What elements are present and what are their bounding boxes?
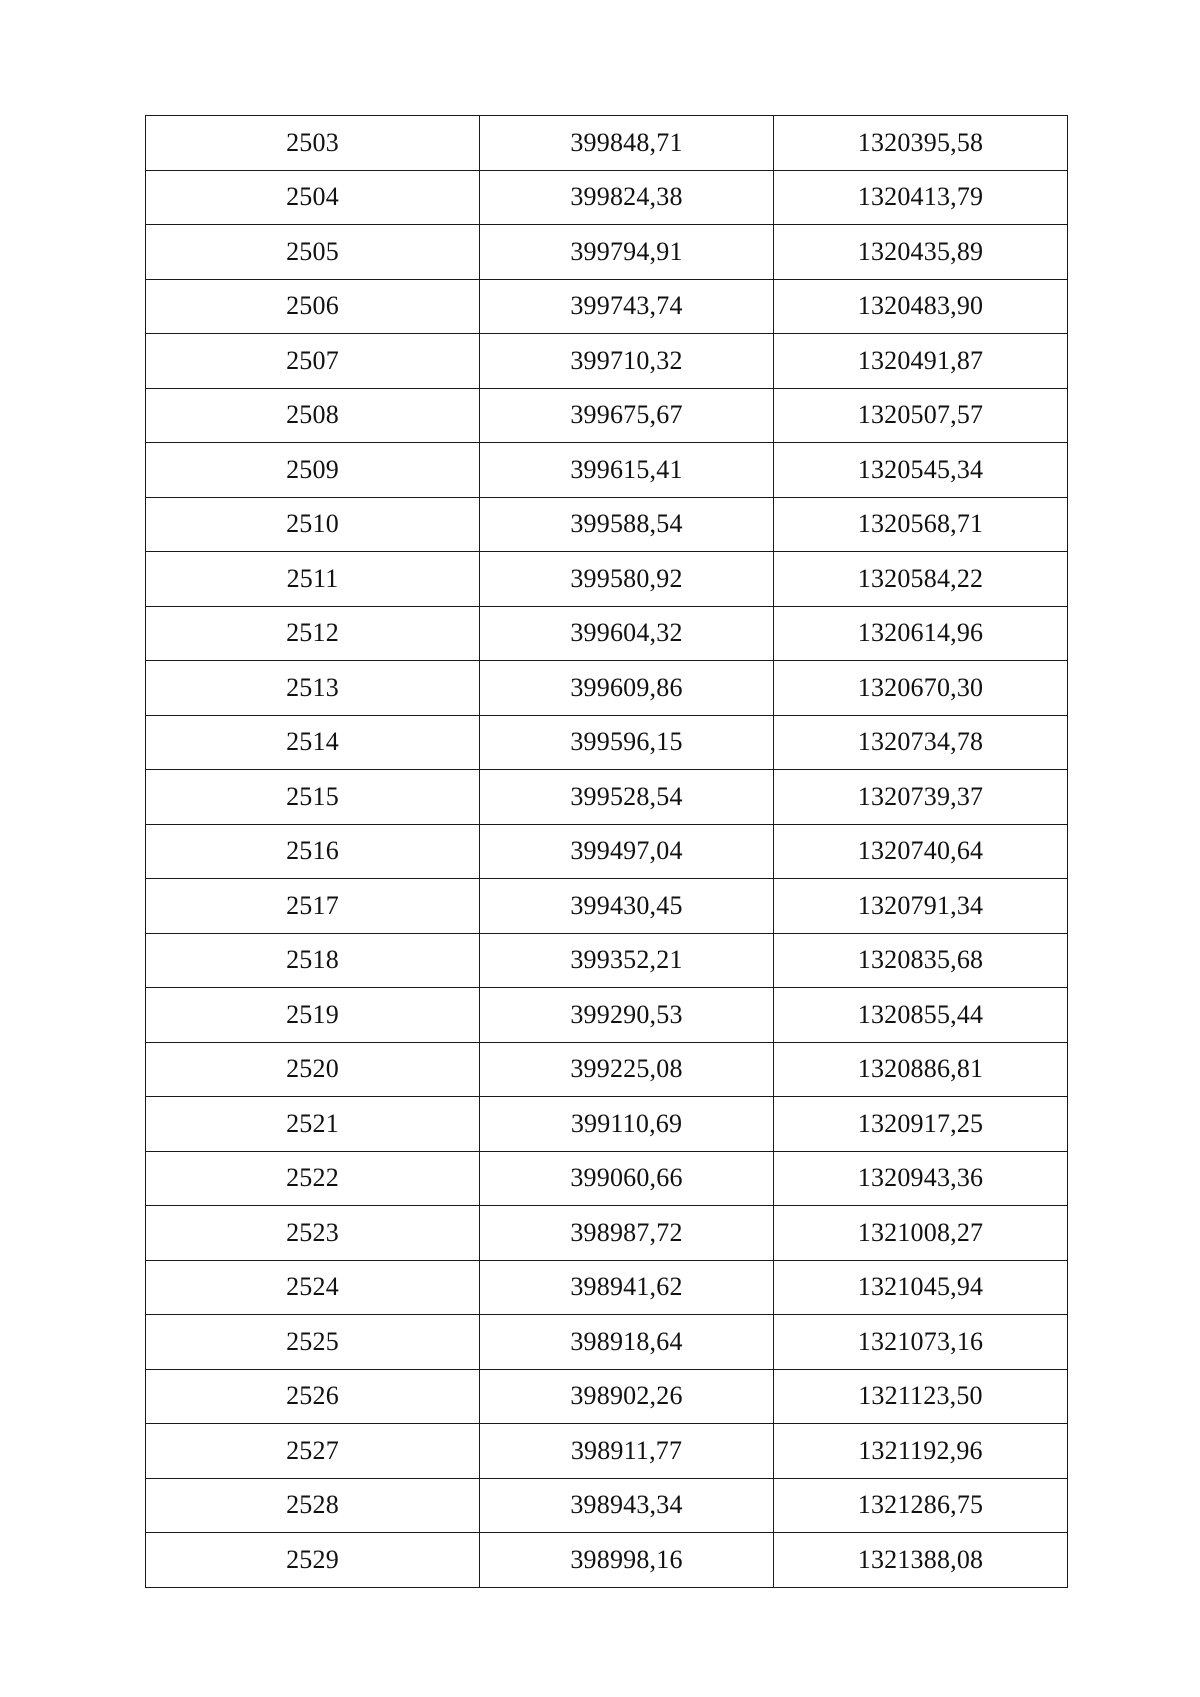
x-coordinate-cell: 399580,92 (480, 552, 774, 607)
table-row (146, 1151, 1068, 1206)
point-number-cell: 2514 (146, 715, 480, 770)
table-row (146, 1042, 1068, 1097)
table-row (146, 661, 1068, 716)
point-number-cell: 2506 (146, 279, 480, 334)
table-row (146, 1369, 1068, 1424)
y-coordinate-cell: 1320791,34 (774, 879, 1068, 934)
x-coordinate-cell: 399848,71 (480, 116, 774, 171)
point-number-cell: 2525 (146, 1315, 480, 1370)
table-row (146, 170, 1068, 225)
x-coordinate-cell: 399225,08 (480, 1042, 774, 1097)
point-number-cell: 2503 (146, 116, 480, 171)
point-number-cell: 2521 (146, 1097, 480, 1152)
y-coordinate-cell: 1320483,90 (774, 279, 1068, 334)
table-row (146, 715, 1068, 770)
y-coordinate-cell: 1321192,96 (774, 1424, 1068, 1479)
coordinates-table-body (146, 116, 1068, 1588)
point-number-cell: 2510 (146, 497, 480, 552)
y-coordinate-cell: 1321045,94 (774, 1260, 1068, 1315)
y-coordinate-cell: 1320507,57 (774, 388, 1068, 443)
coordinates-table (145, 115, 1068, 1588)
point-number-cell: 2522 (146, 1151, 480, 1206)
y-coordinate-cell: 1320395,58 (774, 116, 1068, 171)
table-row (146, 1097, 1068, 1152)
table-row (146, 334, 1068, 389)
point-number-cell: 2519 (146, 988, 480, 1043)
table-row (146, 988, 1068, 1043)
x-coordinate-cell: 399609,86 (480, 661, 774, 716)
x-coordinate-cell: 399290,53 (480, 988, 774, 1043)
point-number-cell: 2524 (146, 1260, 480, 1315)
x-coordinate-cell: 399497,04 (480, 824, 774, 879)
point-number-cell: 2528 (146, 1478, 480, 1533)
x-coordinate-cell: 399710,32 (480, 334, 774, 389)
point-number-cell: 2523 (146, 1206, 480, 1261)
table-row (146, 770, 1068, 825)
table-row (146, 116, 1068, 171)
y-coordinate-cell: 1320568,71 (774, 497, 1068, 552)
x-coordinate-cell: 399794,91 (480, 225, 774, 280)
table-row (146, 1478, 1068, 1533)
point-number-cell: 2515 (146, 770, 480, 825)
point-number-cell: 2512 (146, 606, 480, 661)
x-coordinate-cell: 399615,41 (480, 443, 774, 498)
table-row (146, 933, 1068, 988)
y-coordinate-cell: 1321286,75 (774, 1478, 1068, 1533)
table-row (146, 1260, 1068, 1315)
point-number-cell: 2526 (146, 1369, 480, 1424)
x-coordinate-cell: 398998,16 (480, 1533, 774, 1588)
table-row (146, 1424, 1068, 1479)
point-number-cell: 2516 (146, 824, 480, 879)
x-coordinate-cell: 399588,54 (480, 497, 774, 552)
x-coordinate-cell: 399430,45 (480, 879, 774, 934)
y-coordinate-cell: 1320614,96 (774, 606, 1068, 661)
point-number-cell: 2504 (146, 170, 480, 225)
x-coordinate-cell: 399528,54 (480, 770, 774, 825)
point-number-cell: 2517 (146, 879, 480, 934)
table-row (146, 1206, 1068, 1261)
y-coordinate-cell: 1320886,81 (774, 1042, 1068, 1097)
point-number-cell: 2529 (146, 1533, 480, 1588)
x-coordinate-cell: 399110,69 (480, 1097, 774, 1152)
y-coordinate-cell: 1320740,64 (774, 824, 1068, 879)
x-coordinate-cell: 398902,26 (480, 1369, 774, 1424)
y-coordinate-cell: 1320835,68 (774, 933, 1068, 988)
point-number-cell: 2520 (146, 1042, 480, 1097)
point-number-cell: 2511 (146, 552, 480, 607)
y-coordinate-cell: 1321008,27 (774, 1206, 1068, 1261)
table-row (146, 1533, 1068, 1588)
table-row (146, 497, 1068, 552)
y-coordinate-cell: 1320584,22 (774, 552, 1068, 607)
x-coordinate-cell: 399824,38 (480, 170, 774, 225)
point-number-cell: 2507 (146, 334, 480, 389)
y-coordinate-cell: 1320413,79 (774, 170, 1068, 225)
x-coordinate-cell: 399060,66 (480, 1151, 774, 1206)
x-coordinate-cell: 398918,64 (480, 1315, 774, 1370)
table-row (146, 606, 1068, 661)
table-row (146, 225, 1068, 280)
point-number-cell: 2509 (146, 443, 480, 498)
x-coordinate-cell: 398943,34 (480, 1478, 774, 1533)
table-row (146, 388, 1068, 443)
point-number-cell: 2505 (146, 225, 480, 280)
point-number-cell: 2508 (146, 388, 480, 443)
x-coordinate-cell: 399604,32 (480, 606, 774, 661)
point-number-cell: 2527 (146, 1424, 480, 1479)
y-coordinate-cell: 1320545,34 (774, 443, 1068, 498)
table-row (146, 443, 1068, 498)
x-coordinate-cell: 398987,72 (480, 1206, 774, 1261)
table-row (146, 824, 1068, 879)
point-number-cell: 2513 (146, 661, 480, 716)
table-row (146, 552, 1068, 607)
y-coordinate-cell: 1320943,36 (774, 1151, 1068, 1206)
table-row (146, 279, 1068, 334)
x-coordinate-cell: 398911,77 (480, 1424, 774, 1479)
x-coordinate-cell: 399352,21 (480, 933, 774, 988)
y-coordinate-cell: 1321123,50 (774, 1369, 1068, 1424)
y-coordinate-cell: 1320734,78 (774, 715, 1068, 770)
y-coordinate-cell: 1320435,89 (774, 225, 1068, 280)
table-row (146, 879, 1068, 934)
y-coordinate-cell: 1320917,25 (774, 1097, 1068, 1152)
y-coordinate-cell: 1321388,08 (774, 1533, 1068, 1588)
y-coordinate-cell: 1320491,87 (774, 334, 1068, 389)
table-row (146, 1315, 1068, 1370)
x-coordinate-cell: 399596,15 (480, 715, 774, 770)
x-coordinate-cell: 398941,62 (480, 1260, 774, 1315)
x-coordinate-cell: 399675,67 (480, 388, 774, 443)
y-coordinate-cell: 1320855,44 (774, 988, 1068, 1043)
y-coordinate-cell: 1321073,16 (774, 1315, 1068, 1370)
point-number-cell: 2518 (146, 933, 480, 988)
x-coordinate-cell: 399743,74 (480, 279, 774, 334)
y-coordinate-cell: 1320739,37 (774, 770, 1068, 825)
y-coordinate-cell: 1320670,30 (774, 661, 1068, 716)
